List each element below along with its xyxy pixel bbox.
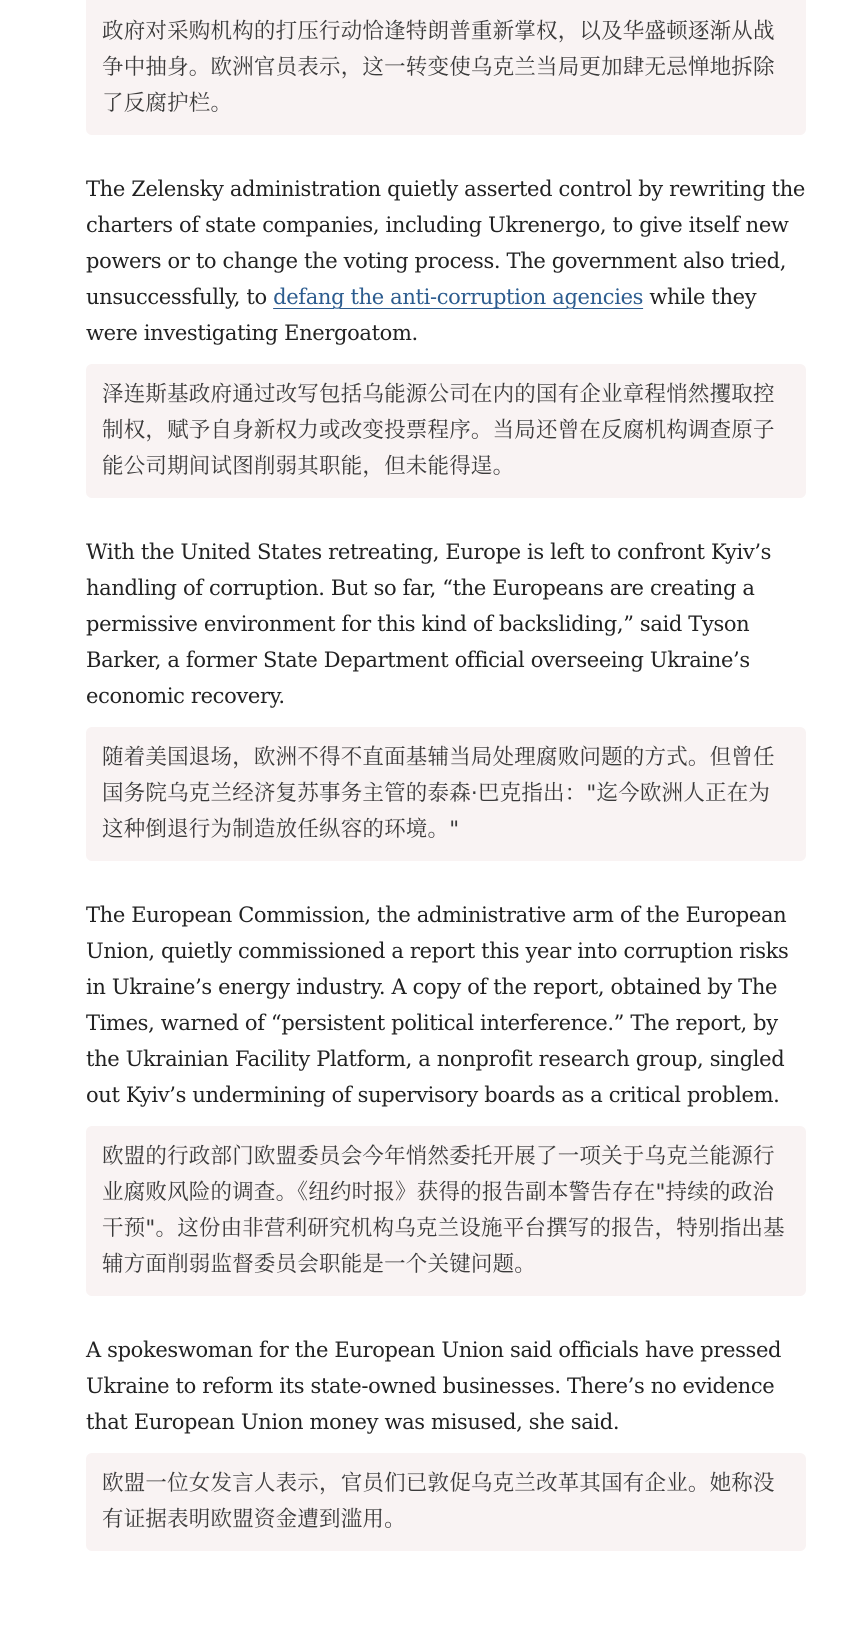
english-paragraph: With the United States retreating, Europe is left to confront Kyiv’s handling of corruption. But so far, “the Europeans are creating a permissive environment for this kind of backsliding,” said Tyson Barker, a former State Department official overseeing Ukraine’s economic recovery.: [86, 540, 772, 708]
english-paragraph-text: The Zelensky administration quietly asserted control by rewriting the charters of state companies, including Ukrenergo, to give itself new powers or to change the voting process. The government also tried, unsuccessfully, to: [86, 177, 805, 309]
chinese-translation-text: 欧盟的行政部门欧盟委员会今年悄然委托开展了一项关于乌克兰能源行业腐败风险的调查。《纽约时报》获得的报告副本警告存在"持续的政治干预"。这份由非营利研究机构乌克兰设施平台撰写的报告，特别指出基辅方面削弱监督委员会职能是一个关键问题。: [102, 1144, 785, 1277]
chinese-translation-text: 随着美国退场，欧洲不得不直面基辅当局处理腐败问题的方式。但曾任国务院乌克兰经济复苏事务主管的泰森·巴克指出："迄今欧洲人正在为这种倒退行为制造放任纵容的环境。": [102, 745, 775, 842]
chinese-translation-block: [86, 727, 806, 861]
chinese-translation-text: 欧盟一位女发言人表示，官员们已敦促乌克兰改革其国有企业。她称没有证据表明欧盟资金遭到滥用。: [102, 1471, 775, 1532]
article-column: [86, 0, 806, 1551]
anti-corruption-agencies-link[interactable]: defang the anti-corruption agencies: [273, 285, 644, 309]
chinese-translation-text: 政府对采购机构的打压行动恰逢特朗普重新掌权，以及华盛顿逐渐从战争中抽身。欧洲官员表示，这一转变使乌克兰当局更加肆无忌惮地拆除了反腐护栏。: [102, 19, 775, 116]
chinese-translation-block: [86, 364, 806, 498]
chinese-translation-text: 泽连斯基政府通过改写包括乌能源公司在内的国有企业章程悄然攫取控制权，赋予自身新权力或改变投票程序。当局还曾在反腐机构调查原子能公司期间试图削弱其职能，但未能得逞。: [102, 382, 775, 479]
english-paragraph-text: while they were investigating Energoatom.: [86, 285, 757, 345]
english-paragraph: The European Commission, the administrative arm of the European Union, quietly commissioned a report this year into corruption risks in Ukraine’s energy industry. A copy of the report, obtained by The Times, warned of “persistent political interference.” The report, by the Ukrainian Facility Platform, a nonprofit research group, singled out Kyiv’s undermining of supervisory boards as a critical problem.: [86, 903, 789, 1107]
chinese-translation-block: [86, 1453, 806, 1551]
chinese-translation-block: [86, 1126, 806, 1296]
english-paragraph: A spokeswoman for the European Union said officials have pressed Ukraine to reform its state-owned businesses. There’s no evidence that European Union money was misused, she said.: [86, 1338, 782, 1434]
chinese-translation-block: [86, 0, 806, 135]
english-paragraph: [86, 171, 806, 351]
